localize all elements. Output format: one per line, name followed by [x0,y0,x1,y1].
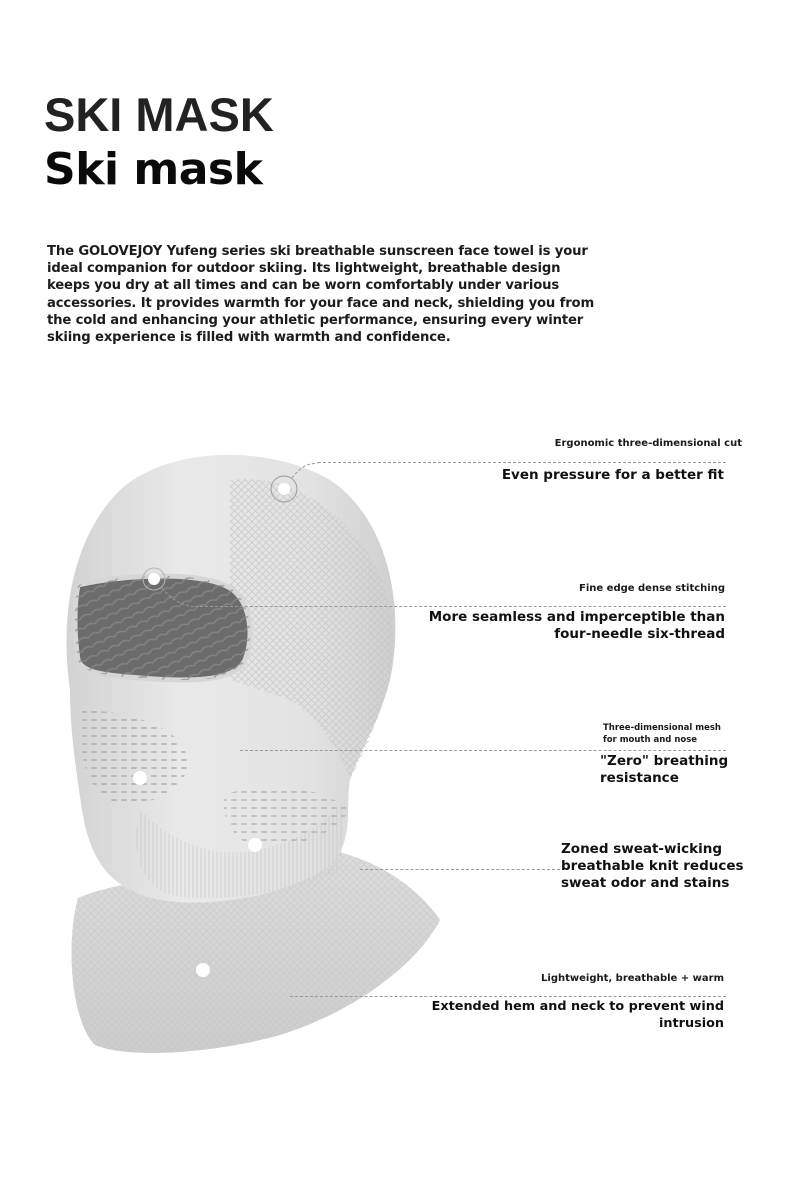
feature-4-description-line: Zoned sweat-wicking [561,841,723,857]
leader-line-5 [290,996,726,997]
feature-1-label: Ergonomic three-dimensional cut [554,438,742,449]
callout-marker-3 [133,771,147,785]
feature-4-description [561,841,744,892]
feature-5-description [432,998,724,1032]
feature-2-description-line: four-needle six-thread [554,626,725,642]
feature-2-label: Fine edge dense stitching [579,583,725,594]
feature-4-description-line: breathable knit reduces [561,858,744,874]
feature-3-label-line: Three-dimensional mesh [603,723,721,733]
leader-line-2 [195,606,726,607]
feature-3-description [600,753,728,787]
page-title: SKI MASK [44,88,274,141]
feature-2-description-line: More seamless and imperceptible than [428,609,725,625]
feature-1-description: Even pressure for a better fit [501,467,724,483]
leader-line-3 [240,750,726,751]
callout-marker-5 [196,963,210,977]
feature-3-label [603,722,721,746]
feature-4-description-line: sweat odor and stains [561,875,730,891]
feature-3-description-line: resistance [600,770,679,786]
feature-3-label-line: for mouth and nose [603,735,698,745]
page-subtitle: Ski mask [44,144,263,195]
feature-5-description-line: Extended hem and neck to prevent wind [431,999,724,1014]
feature-5-description-line: intrusion [659,1016,724,1031]
leader-line-4 [360,869,560,870]
callout-marker-4 [248,838,262,852]
feature-5-label: Lightweight, breathable + warm [541,973,724,984]
leader-line-1 [318,462,726,463]
feature-2-description [429,609,725,643]
product-description: The GOLOVEJOY Yufeng series ski breathable sunscreen face towel is your ideal companion for outdoor skiing. Its lightweight, breathable design keeps you dry at all times and can be worn comfortably under various accessories. It provides warmth for your face and neck, shielding you from the cold and enhancing your athletic performance, ensuring every winter skiing experience is filled with warmth and confidence. [47,244,595,346]
feature-3-description-line: "Zero" breathing [600,753,729,769]
